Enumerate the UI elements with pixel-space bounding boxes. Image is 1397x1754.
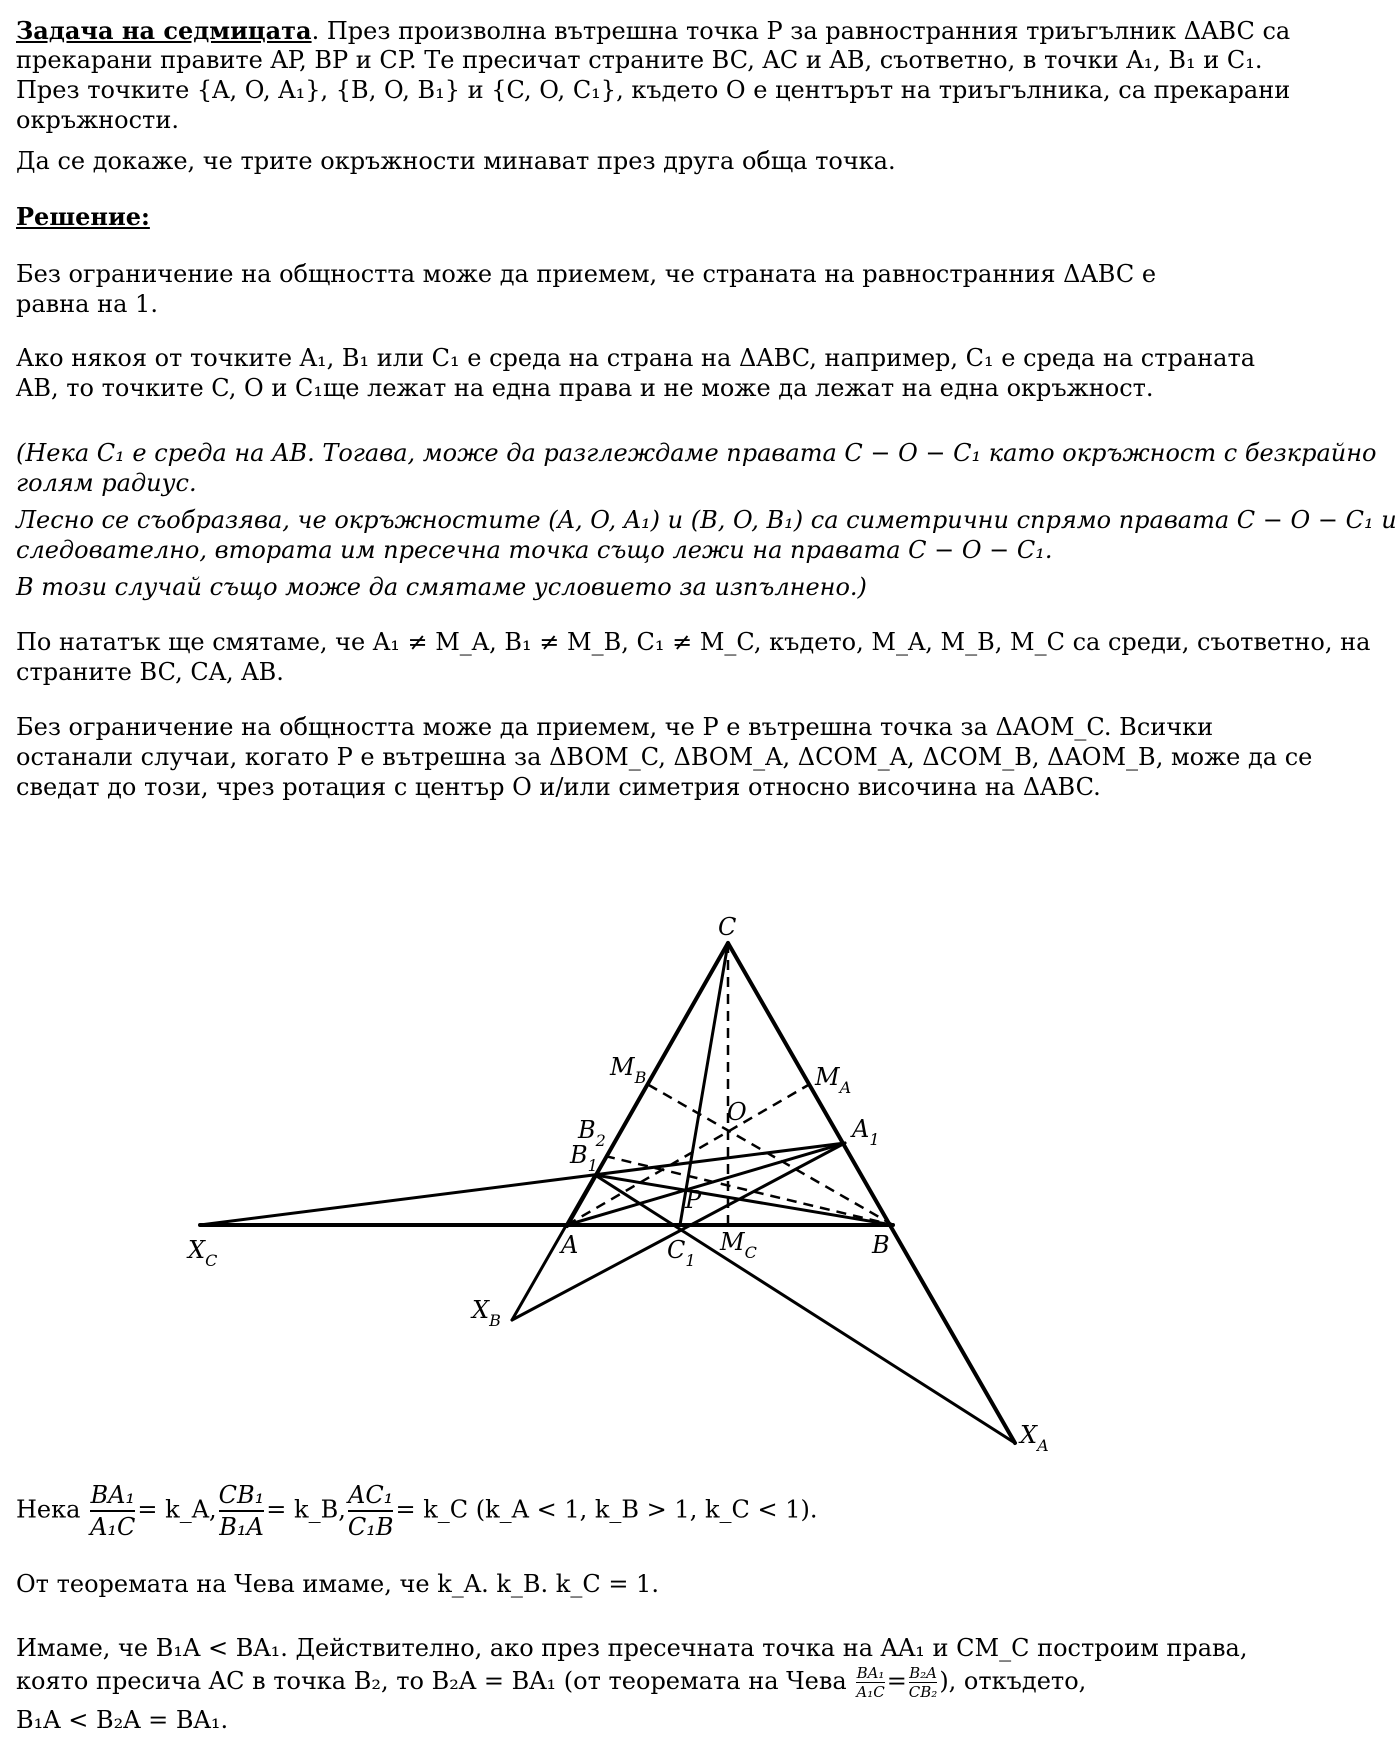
problem-line-2: прекарани правите AP, BP и CP. Те пресичат страните BC, AC и AB, съответно, в точки A₁, B₁ и C₁.	[16, 46, 1263, 74]
solution-p2-line2: AB, то точките C, O и C₁ще лежат на една права и не може да лежат на една окръжност.	[16, 374, 1154, 402]
geometry-figure	[0, 900, 1240, 1460]
solution-p4-line2: останали случаи, когато P е вътрешна за ΔBOM_C, ΔBOM_A, ΔCOM_A, ΔCOM_B, ΔAOM_B, може да се	[16, 743, 1313, 771]
label-P: P	[685, 1186, 702, 1214]
label-XB: $X_B$	[472, 1296, 501, 1330]
solution-p6-line2: която пресича AC в точка B₂, то B₂A = BA₁ (от теоремата на Чева $\frac{\text{BA₁}}{\text{A₁C}}$ = $\frac{\text{B₂A}}{\text{CB₂}}$ ), откъдето,	[16, 1664, 1087, 1701]
label-B: B	[872, 1231, 890, 1259]
label-A1: $A_1$	[852, 1115, 880, 1149]
solution-p1-line1: Без ограничение на общността може да приемем, че страната на равностранния ΔABC е	[16, 260, 1157, 288]
label-XA: $X_A$	[1020, 1421, 1049, 1455]
line-B2-B	[605, 1156, 893, 1225]
problem-line-4: окръжности.	[16, 106, 179, 134]
note3: В този случай също може да смятаме условието за изпълнено.)	[16, 573, 867, 601]
solution-p2-line1: Ако някоя от точките A₁, B₁ или C₁ е среда на страна на ΔABC, например, C₁ е среда на страната	[16, 344, 1256, 372]
solution-p6-line3: B₁A < B₂A = BA₁.	[16, 1706, 229, 1734]
fraction-BA1-A1C: $\frac{\text{BA₁}}{\text{A₁C}}$	[90, 1481, 136, 1541]
note2-line1: Лесно се съобразява, че окръжностите (A, O, A₁) и (B, O, B₁) са симетрични спрямо правата C − O − C₁ и	[16, 506, 1397, 534]
small-fraction-BA1-A1C: $\frac{\text{BA₁}}{\text{A₁C}}$	[856, 1664, 885, 1701]
label-MC: $M_C$	[720, 1228, 757, 1262]
small-fraction-B2A-CB2: $\frac{\text{B₂A}}{\text{CB₂}}$	[908, 1664, 938, 1701]
equation-ratios: Нека $\frac{\text{BA₁}}{\text{A₁C}}$ = k_A, $\frac{\text{CB₁}}{\text{B₁A}}$ = k_B, $\frac{\text{AC₁}}{\text{C₁B}}$ = k_C (k_A < 1, k_B > 1, k_C < 1).	[16, 1481, 818, 1541]
label-B2: $B_2$	[578, 1116, 606, 1150]
problem-line-1: Задача на седмицата. През произволна вътрешна точка P за равностранния триъгълник ΔABC са	[16, 16, 1291, 45]
solution-p6-line1: Имаме, че B₁A < BA₁. Действително, ако през пресечната точка на AA₁ и CM_C построим права,	[16, 1634, 1248, 1662]
label-MB: $M_B$	[610, 1053, 647, 1087]
label-MA: $M_A$	[815, 1063, 852, 1097]
label-C: C	[718, 913, 737, 941]
solution-p1-line2: равна на 1.	[16, 290, 158, 318]
solution-heading: Решение:	[16, 202, 150, 231]
problem-line-3: През точките {A, O, A₁}, {B, O, B₁} и {C, O, C₁}, където O е центърът на триъгълника, са прекарани	[16, 76, 1291, 104]
label-C1: $C_1$	[667, 1236, 696, 1270]
note2-line2: следователно, втората им пресечна точка също лежи на правата C − O − C₁.	[16, 536, 1053, 564]
label-A: A	[561, 1231, 579, 1259]
solution-p4-line1: Без ограничение на общността може да приемем, че P е вътрешна точка за ΔAOM_C. Всички	[16, 713, 1214, 741]
line-XC-A1	[200, 1143, 845, 1225]
label-B1: $B_1$	[570, 1141, 598, 1175]
solution-p3-line2: страните BC, CA, AB.	[16, 658, 284, 686]
problem-heading: Задача на седмицата	[16, 16, 312, 45]
label-XC: $X_C$	[188, 1236, 218, 1270]
fraction-AC1-C1B: $\frac{\text{AC₁}}{\text{C₁B}}$	[347, 1481, 394, 1541]
line-B1-XA	[595, 1175, 1015, 1443]
fraction-CB1-B1A: $\frac{\text{CB₁}}{\text{B₁A}}$	[218, 1481, 265, 1541]
problem-question: Да се докаже, че трите окръжности минават през друга обща точка.	[16, 147, 896, 175]
ceva-product: От теоремата на Чева имаме, че k_A. k_B. k_C = 1.	[16, 1570, 659, 1598]
line-C-XA	[728, 943, 1015, 1443]
solution-p4-line3: сведат до този, чрез ротация с център O и/или симетрия относно височина на ΔABC.	[16, 773, 1101, 801]
solution-p3-line1: По нататък ще смятаме, че A₁ ≠ M_A, B₁ ≠ M_B, C₁ ≠ M_C, където, M_A, M_B, M_C са среди, съответно, на	[16, 628, 1371, 656]
label-O: O	[727, 1098, 747, 1126]
note1-line1: (Нека C₁ е среда на AB. Тогава, може да разглеждаме правата C − O − C₁ като окръжност с безкрайно	[16, 439, 1377, 467]
note1-line2: голям радиус.	[16, 469, 197, 497]
